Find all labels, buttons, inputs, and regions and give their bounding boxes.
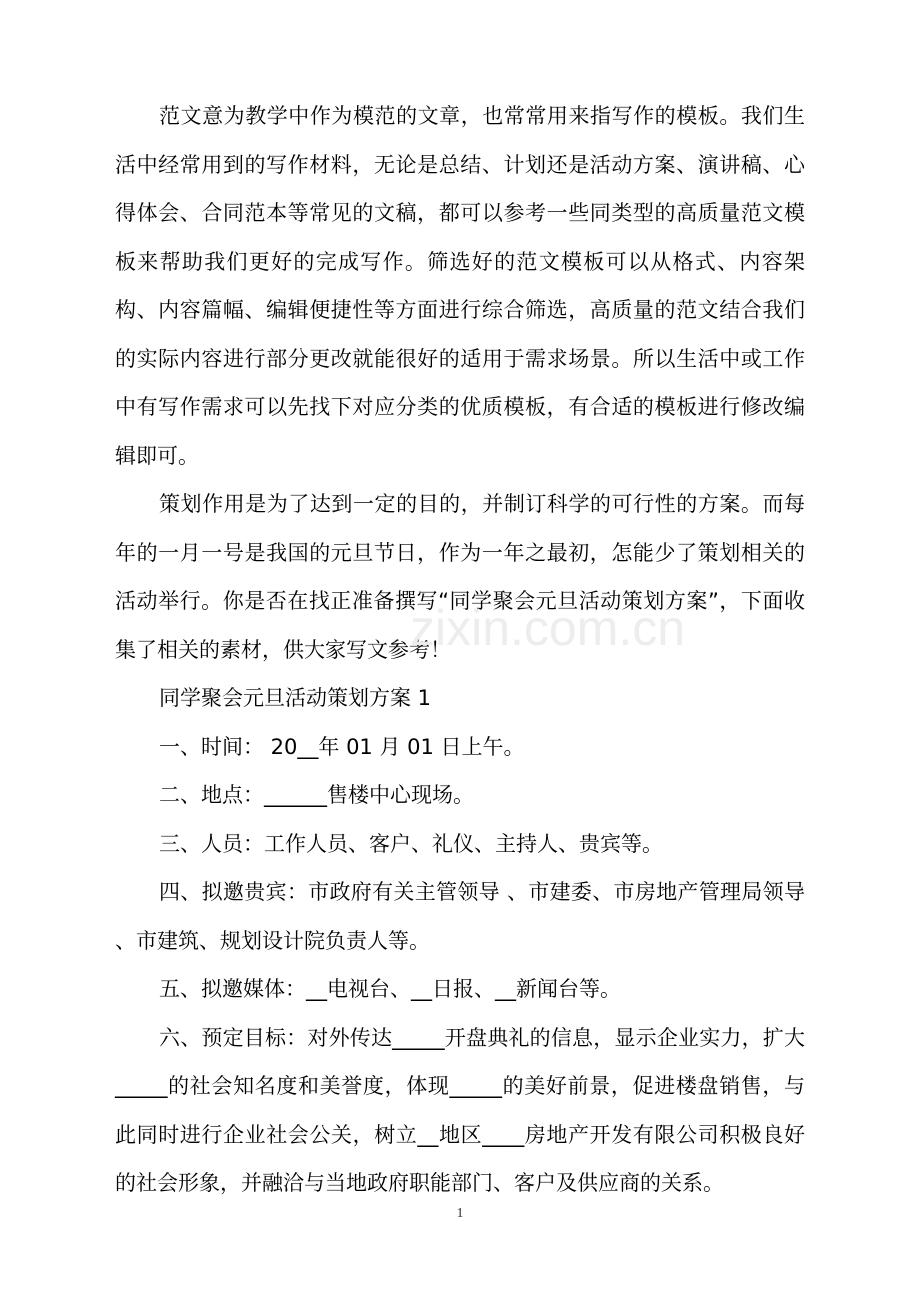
paragraph-planning-purpose: 策划作用是为了达到一定的目的，并制订科学的可行性的方案。而每年的一月一号是我国的元旦节日，作为一年之最初，怎能少了策划相关的活动举行。你是否在找正准备撰写“同学聚会元旦活动策划方案”，下面收集了相关的素材，供大家写文参考！ <box>115 492 805 662</box>
plan-title: 同学聚会元旦活动策划方案 1 <box>159 686 432 710</box>
item-goals: 六、预定目标：对外传达_____开盘典礼的信息，显示企业实力，扩大_____的社会知名度和美誉度，体现_____的美好前景，促进楼盘销售，与此同时进行企业社会公关，树立__地区____房地产开发有限公司积极良好的社会形象，并融洽与当地政府职能部门、客户及供应商的关系。 <box>115 1025 805 1195</box>
page-number: 1 <box>456 1206 464 1221</box>
item-guests: 四、拟邀贵宾：市政府有关主管领导 、市建委、市房地产管理局领导 、市建筑、规划设计院负责人等。 <box>115 880 805 953</box>
item-location: 二、地点：______售楼中心现场。 <box>159 783 474 807</box>
item-media: 五、拟邀媒体：__电视台、__日报、__新闻台等。 <box>159 977 621 1001</box>
watermark-text: zixin.com.cn <box>410 600 686 656</box>
document-body <box>115 92 805 1208</box>
paragraph-intro: 范文意为教学中作为模范的文章，也常常用来指写作的模板。我们生活中经常用到的写作材料，无论是总结、计划还是活动方案、演讲稿、心得体会、合同范本等常见的文稿，都可以参考一些同类型的高质量范文模板来帮助我们更好的完成写作。筛选好的范文模板可以从格式、内容架构、内容篇幅、编辑便捷性等方面进行综合筛选，高质量的范文结合我们的实际内容进行部分更改就能很好的适用于需求场景。所以生活中或工作中有写作需求可以先找下对应分类的优质模板，有合适的模板进行修改编辑即可。 <box>115 104 805 468</box>
item-personnel: 三、人员：工作人员、客户、礼仪、主持人、贵宾等。 <box>159 831 663 856</box>
item-time: 一、时间： 20__年 01 月 01 日上午。 <box>159 734 525 759</box>
